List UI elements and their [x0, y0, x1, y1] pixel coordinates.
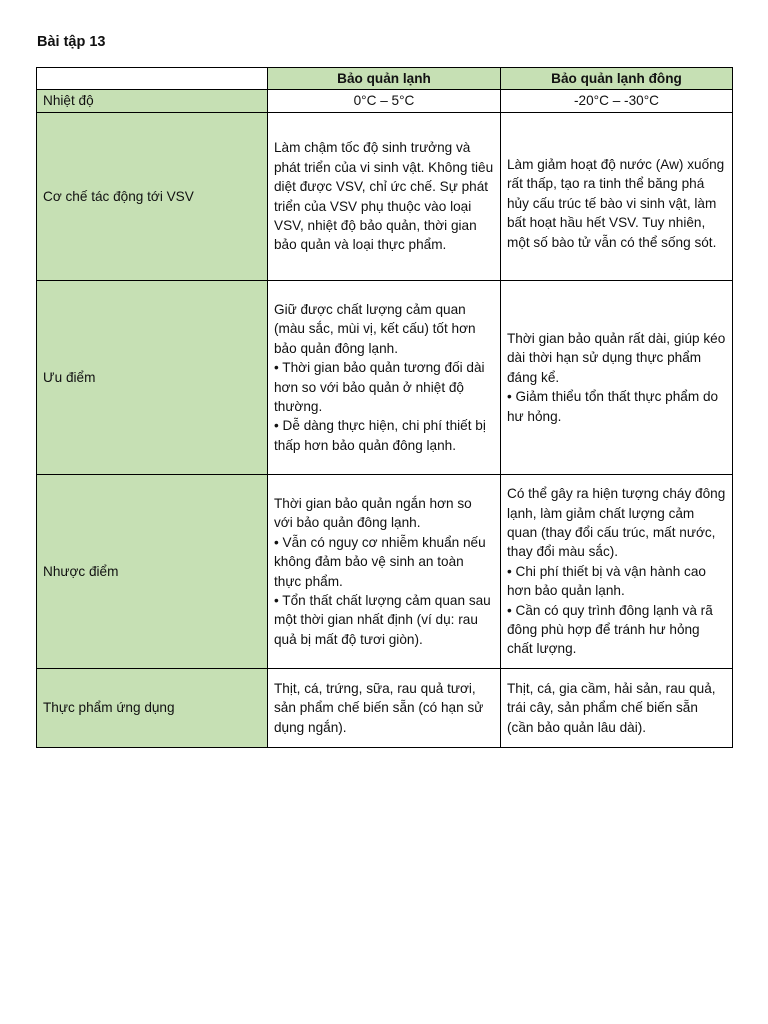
bullet-item: • Chi phí thiết bị và vận hành cao hơn bảo quản lạnh. [507, 563, 706, 599]
cell-text: Thời gian bảo quản ngắn hơn so với bảo quản đông lạnh. [274, 495, 472, 531]
cell-text: Có thể gây ra hiện tượng cháy đông lạnh, làm giảm chất lượng cảm quan (thay đổi cấu trúc, mất nước, thay đổi màu sắc). [507, 486, 726, 560]
header-frozen-storage: Bảo quản lạnh đông [501, 68, 733, 90]
table-header-row [37, 68, 733, 90]
bullet-item: • Giảm thiểu tổn thất thực phẩm do hư hỏng. [507, 389, 719, 424]
table-row-applications [37, 669, 733, 748]
cell-frozen-applications [501, 669, 733, 748]
cell-text: Làm chậm tốc độ sinh trưởng và phát triển của vi sinh vật. Không tiêu diệt được VSV, chỉ ức chế. Sự phát triển của VSV phụ thuộc vào loại VSV, nhiệt độ bảo quản, thời gian bảo quản và loại thực phẩm. [274, 140, 494, 253]
cell-cold-mechanism [268, 113, 501, 281]
bullet-item: • Cần có quy trình đông lạnh và rã đông phù hợp để tránh hư hỏng chất lượng. [507, 602, 713, 657]
row-label-mechanism: Cơ chế tác động tới VSV [37, 113, 268, 281]
document-title: Bài tập 13 [37, 34, 106, 50]
table-row-advantages [37, 281, 733, 475]
table-row-disadvantages [37, 475, 733, 669]
cell-frozen-temperature: -20°C – -30°C [501, 90, 733, 113]
cell-cold-disadvantages [268, 475, 501, 669]
bullet-item: • Thời gian bảo quản tương đối dài hơn so với bảo quản ở nhiệt độ thường. [274, 360, 485, 414]
comparison-table [36, 67, 733, 748]
bullet-item: • Tổn thất chất lượng cảm quan sau một thời gian nhất định (ví dụ: rau quả bị mất độ tươi giòn). [274, 592, 491, 647]
header-empty-cell [37, 68, 268, 90]
cell-cold-applications [268, 669, 501, 748]
cell-text: Giữ được chất lượng cảm quan (màu sắc, mùi vị, kết cấu) tốt hơn bảo quản đông lạnh. [274, 301, 476, 356]
cell-text: Thời gian bảo quản rất dài, giúp kéo dài thời hạn sử dụng thực phẩm đáng kể. [507, 330, 726, 385]
cell-cold-temperature: 0°C – 5°C [268, 90, 501, 113]
row-label-advantages: Ưu điểm [37, 281, 268, 475]
cell-text: Thịt, cá, trứng, sữa, rau quả tươi, sản phẩm chế biến sẵn (có hạn sử dụng ngắn). [274, 680, 484, 735]
cell-frozen-mechanism [501, 113, 733, 281]
row-label-temperature: Nhiệt độ [37, 90, 268, 113]
table-row-temperature [37, 90, 733, 113]
row-label-applications: Thực phẩm ứng dụng [37, 669, 268, 748]
cell-frozen-disadvantages [501, 475, 733, 669]
cell-frozen-advantages [501, 281, 733, 475]
bullet-item: • Vẫn có nguy cơ nhiễm khuẩn nếu không đảm bảo vệ sinh an toàn thực phẩm. [274, 534, 486, 589]
cell-text: Thịt, cá, gia cầm, hải sản, rau quả, trái cây, sản phẩm chế biến sẵn (cần bảo quản lâu dài). [507, 680, 716, 735]
cell-cold-advantages [268, 281, 501, 475]
bullet-item: • Dễ dàng thực hiện, chi phí thiết bị thấp hơn bảo quản đông lạnh. [274, 418, 486, 453]
header-cold-storage: Bảo quản lạnh [268, 68, 501, 90]
cell-text: Làm giảm hoạt độ nước (Aw) xuống rất thấp, tạo ra tinh thể băng phá hủy cấu trúc tế bào vi sinh vật, làm bất hoạt hầu hết VSV. Tuy nhiên, một số bào tử vẫn có thể sống sót. [507, 156, 725, 250]
table-row-mechanism [37, 113, 733, 281]
row-label-disadvantages: Nhược điểm [37, 475, 268, 669]
